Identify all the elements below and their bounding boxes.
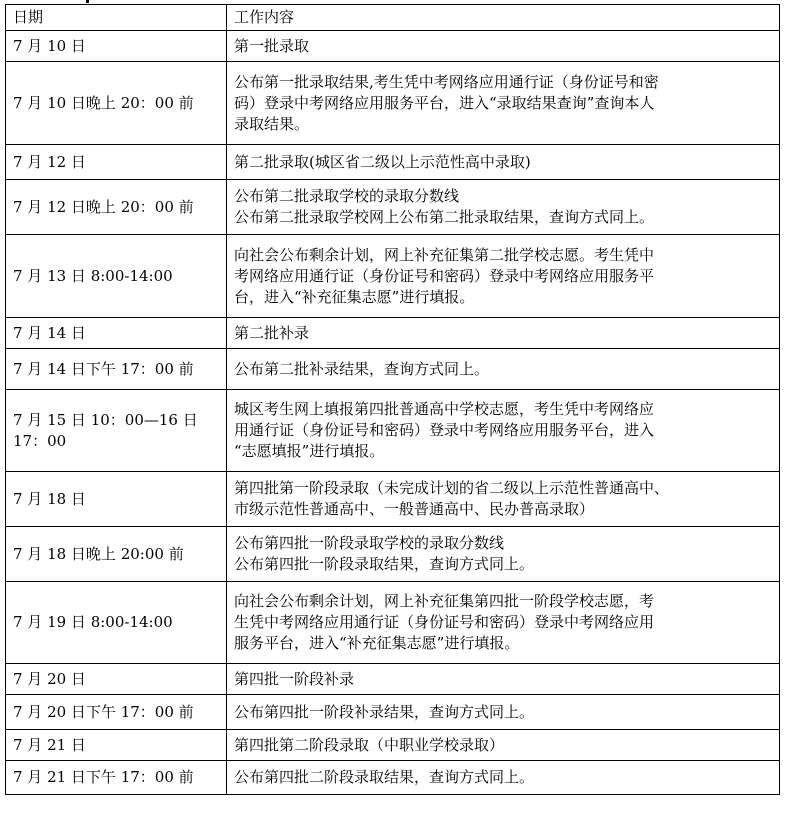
date-cell: 7 月 18 日晚上 20:00 前 bbox=[6, 527, 227, 582]
date-cell: 7 月 20 日 bbox=[6, 664, 227, 695]
table-row bbox=[6, 390, 780, 472]
table-row bbox=[6, 31, 780, 62]
date-cell: 7 月 13 日 8:00-14:00 bbox=[6, 235, 227, 318]
table-row bbox=[6, 318, 780, 349]
table-row bbox=[6, 761, 780, 795]
date-cell: 7 月 10 日晚上 20：00 前 bbox=[6, 62, 227, 145]
date-cell: 7 月 10 日 bbox=[6, 31, 227, 62]
task-cell: 第四批第一阶段录取（未完成计划的省二级以上示范性普通高中、 市级示范性普通高中、一般普通高中、民办普高录取） bbox=[227, 472, 780, 527]
table-row bbox=[6, 472, 780, 527]
task-cell: 公布第四批二阶段录取结果，查询方式同上。 bbox=[227, 761, 780, 795]
task-cell: 第四批一阶段补录 bbox=[227, 664, 780, 695]
top-mark bbox=[86, 0, 89, 3]
task-cell: 第二批补录 bbox=[227, 318, 780, 349]
task-cell: 公布第一批录取结果,考生凭中考网络应用通行证（身份证号和密 码）登录中考网络应用服务平台，进入“录取结果查询”查询本人 录取结果。 bbox=[227, 62, 780, 145]
table-row bbox=[6, 730, 780, 761]
table-row bbox=[6, 62, 780, 145]
date-cell: 7 月 12 日 bbox=[6, 145, 227, 180]
date-cell: 7 月 19 日 8:00-14:00 bbox=[6, 582, 227, 664]
table-row bbox=[6, 582, 780, 664]
task-cell: 公布第二批补录结果，查询方式同上。 bbox=[227, 349, 780, 390]
date-cell: 7 月 21 日下午 17：00 前 bbox=[6, 761, 227, 795]
task-cell: 第一批录取 bbox=[227, 31, 780, 62]
task-cell: 第二批录取(城区省二级以上示范性高中录取) bbox=[227, 145, 780, 180]
date-cell: 7 月 12 日晚上 20：00 前 bbox=[6, 180, 227, 235]
date-cell: 7 月 18 日 bbox=[6, 472, 227, 527]
task-cell: 公布第二批录取学校的录取分数线 公布第二批录取学校网上公布第二批录取结果，查询方式同上。 bbox=[227, 180, 780, 235]
date-cell: 7 月 14 日下午 17：00 前 bbox=[6, 349, 227, 390]
task-cell: 向社会公布剩余计划，网上补充征集第四批一阶段学校志愿，考 生凭中考网络应用通行证（身份证号和密码）登录中考网络应用 服务平台，进入“补充征集志愿”进行填报。 bbox=[227, 582, 780, 664]
table-row bbox=[6, 235, 780, 318]
date-cell: 7 月 21 日 bbox=[6, 730, 227, 761]
table-header-row bbox=[6, 5, 780, 31]
table-row bbox=[6, 180, 780, 235]
table-row bbox=[6, 664, 780, 695]
task-cell: 公布第四批一阶段补录结果，查询方式同上。 bbox=[227, 695, 780, 730]
table-row bbox=[6, 349, 780, 390]
date-column-header: 日期 bbox=[6, 5, 227, 31]
task-cell: 城区考生网上填报第四批普通高中学校志愿，考生凭中考网络应 用通行证（身份证号和密码）登录中考网络应用服务平台，进入 “志愿填报”进行填报。 bbox=[227, 390, 780, 472]
task-cell: 第四批第二阶段录取（中职业学校录取） bbox=[227, 730, 780, 761]
admission-schedule-table bbox=[5, 4, 780, 795]
date-cell: 7 月 15 日 10：00—16 日 17：00 bbox=[6, 390, 227, 472]
table-row bbox=[6, 527, 780, 582]
task-cell: 向社会公布剩余计划，网上补充征集第二批学校志愿。考生凭中 考网络应用通行证（身份证号和密码）登录中考网络应用服务平 台，进入“补充征集志愿”进行填报。 bbox=[227, 235, 780, 318]
task-column-header: 工作内容 bbox=[227, 5, 780, 31]
table-row bbox=[6, 145, 780, 180]
task-cell: 公布第四批一阶段录取学校的录取分数线 公布第四批一阶段录取结果，查询方式同上。 bbox=[227, 527, 780, 582]
date-cell: 7 月 20 日下午 17：00 前 bbox=[6, 695, 227, 730]
date-cell: 7 月 14 日 bbox=[6, 318, 227, 349]
table-row bbox=[6, 695, 780, 730]
